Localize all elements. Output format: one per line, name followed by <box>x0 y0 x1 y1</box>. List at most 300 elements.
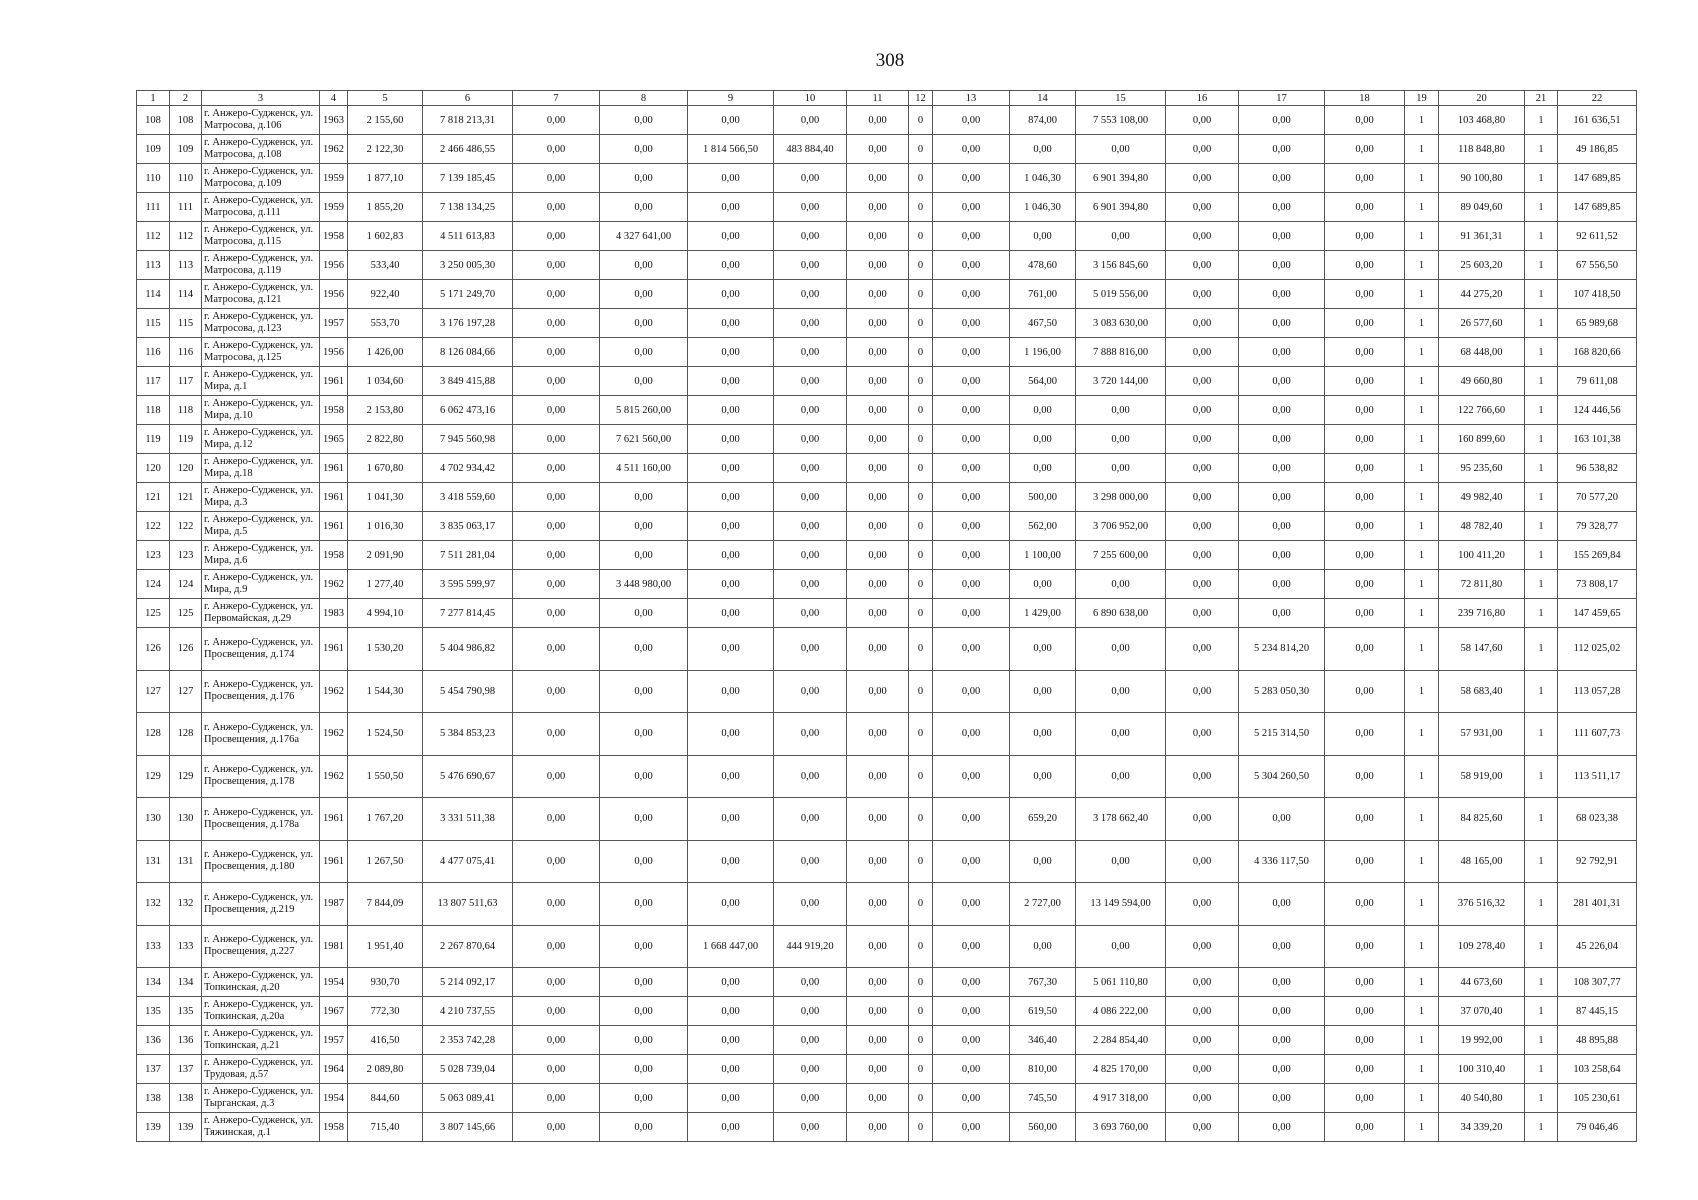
table-cell: 1961 <box>320 367 348 396</box>
table-cell: 0,00 <box>513 968 600 997</box>
table-cell: 1 767,20 <box>348 798 423 841</box>
table-cell: 562,00 <box>1010 512 1076 541</box>
table-cell: 844,60 <box>348 1084 423 1113</box>
table-cell: 105 230,61 <box>1558 1084 1637 1113</box>
table-cell: 34 339,20 <box>1439 1113 1525 1142</box>
column-header: 6 <box>423 91 513 106</box>
table-cell: 0,00 <box>933 1084 1010 1113</box>
table-cell: 1962 <box>320 755 348 798</box>
table-cell: 112 <box>170 222 202 251</box>
table-cell: 160 899,60 <box>1439 425 1525 454</box>
table-cell: 1 <box>1405 670 1439 713</box>
address-cell: г. Анжеро-Судженск, ул. Матросова, д.123 <box>202 309 320 338</box>
table-cell: 129 <box>137 755 170 798</box>
table-cell: 67 556,50 <box>1558 251 1637 280</box>
table-cell: 0,00 <box>513 309 600 338</box>
table-cell: 0,00 <box>774 570 847 599</box>
table-cell: 1 <box>1405 883 1439 926</box>
table-cell: 2 267 870,64 <box>423 925 513 968</box>
table-cell: 1961 <box>320 483 348 512</box>
table-cell: 103 258,64 <box>1558 1055 1637 1084</box>
table-cell: 1967 <box>320 997 348 1026</box>
table-cell: 745,50 <box>1010 1084 1076 1113</box>
table-cell: 70 577,20 <box>1558 483 1637 512</box>
table-cell: 1959 <box>320 193 348 222</box>
table-cell: 0,00 <box>1166 164 1239 193</box>
table-cell: 0 <box>909 1113 933 1142</box>
table-cell: 1 524,50 <box>348 713 423 756</box>
table-cell: 7 818 213,31 <box>423 106 513 135</box>
address-cell: г. Анжеро-Судженск, ул. Матросова, д.111 <box>202 193 320 222</box>
table-cell: 0,00 <box>1239 483 1325 512</box>
table-cell: 1981 <box>320 925 348 968</box>
table-cell: 1961 <box>320 798 348 841</box>
table-cell: 0,00 <box>513 193 600 222</box>
table-cell: 0,00 <box>1239 599 1325 628</box>
address-cell: г. Анжеро-Судженск, ул. Тяжинская, д.1 <box>202 1113 320 1142</box>
table-cell: 0,00 <box>774 512 847 541</box>
table-cell: 1 <box>1525 628 1558 671</box>
table-cell: 0,00 <box>1166 1026 1239 1055</box>
table-cell: 0,00 <box>933 840 1010 883</box>
table-cell: 467,50 <box>1010 309 1076 338</box>
table-cell: 0,00 <box>600 164 688 193</box>
table-cell: 0,00 <box>688 251 774 280</box>
table-row <box>137 164 1637 193</box>
address-cell: г. Анжеро-Судженск, ул. Матросова, д.115 <box>202 222 320 251</box>
table-cell: 0,00 <box>774 164 847 193</box>
table-cell: 1 <box>1405 425 1439 454</box>
table-cell: 0,00 <box>688 1026 774 1055</box>
table-cell: 1 <box>1525 251 1558 280</box>
table-cell: 0,00 <box>847 135 909 164</box>
table-cell: 131 <box>137 840 170 883</box>
table-cell: 0,00 <box>1325 106 1405 135</box>
table-cell: 7 277 814,45 <box>423 599 513 628</box>
table-cell: 2 091,90 <box>348 541 423 570</box>
table-cell: 1 <box>1405 798 1439 841</box>
table-cell: 659,20 <box>1010 798 1076 841</box>
table-cell: 0,00 <box>600 925 688 968</box>
address-cell: г. Анжеро-Судженск, ул. Мира, д.3 <box>202 483 320 512</box>
table-cell: 0 <box>909 280 933 309</box>
table-cell: 87 445,15 <box>1558 997 1637 1026</box>
table-cell: 444 919,20 <box>774 925 847 968</box>
table-cell: 147 689,85 <box>1558 164 1637 193</box>
table-cell: 1962 <box>320 135 348 164</box>
table-cell: 0,00 <box>600 1055 688 1084</box>
column-header: 19 <box>1405 91 1439 106</box>
table-cell: 5 215 314,50 <box>1239 713 1325 756</box>
table-cell: 1 602,83 <box>348 222 423 251</box>
table-row <box>137 222 1637 251</box>
table-cell: 0,00 <box>600 1113 688 1142</box>
table-cell: 0,00 <box>847 106 909 135</box>
table-cell: 5 304 260,50 <box>1239 755 1325 798</box>
table-cell: 1 <box>1525 670 1558 713</box>
table-cell: 0,00 <box>774 713 847 756</box>
table-cell: 0,00 <box>1325 222 1405 251</box>
table-cell: 0 <box>909 222 933 251</box>
table-cell: 0,00 <box>774 483 847 512</box>
table-cell: 109 <box>137 135 170 164</box>
address-cell: г. Анжеро-Судженск, ул. Просвещения, д.219 <box>202 883 320 926</box>
table-cell: 0,00 <box>1076 713 1166 756</box>
table-cell: 346,40 <box>1010 1026 1076 1055</box>
table-cell: 0 <box>909 512 933 541</box>
table-cell: 0 <box>909 925 933 968</box>
table-cell: 3 706 952,00 <box>1076 512 1166 541</box>
table-cell: 0,00 <box>1166 512 1239 541</box>
table-cell: 0,00 <box>847 925 909 968</box>
table-cell: 119 <box>170 425 202 454</box>
table-cell: 6 062 473,16 <box>423 396 513 425</box>
table-cell: 1 <box>1525 1026 1558 1055</box>
table-cell: 3 176 197,28 <box>423 309 513 338</box>
table-cell: 1 814 566,50 <box>688 135 774 164</box>
table-cell: 7 945 560,98 <box>423 425 513 454</box>
table-cell: 0,00 <box>774 1113 847 1142</box>
table-cell: 3 250 005,30 <box>423 251 513 280</box>
table-cell: 3 298 000,00 <box>1076 483 1166 512</box>
table-cell: 0 <box>909 309 933 338</box>
table-cell: 114 <box>170 280 202 309</box>
table-cell: 1 <box>1525 367 1558 396</box>
table-cell: 767,30 <box>1010 968 1076 997</box>
table-cell: 0,00 <box>933 251 1010 280</box>
table-cell: 0,00 <box>513 755 600 798</box>
table-cell: 89 049,60 <box>1439 193 1525 222</box>
table-cell: 1 <box>1405 483 1439 512</box>
address-cell: г. Анжеро-Судженск, ул. Просвещения, д.176а <box>202 713 320 756</box>
table-cell: 0,00 <box>513 512 600 541</box>
table-cell: 0,00 <box>1325 193 1405 222</box>
table-cell: 1 <box>1405 628 1439 671</box>
table-cell: 1 196,00 <box>1010 338 1076 367</box>
table-cell: 48 165,00 <box>1439 840 1525 883</box>
table-cell: 0,00 <box>774 1055 847 1084</box>
table-cell: 0,00 <box>513 1113 600 1142</box>
table-cell: 84 825,60 <box>1439 798 1525 841</box>
table-cell: 0,00 <box>1166 713 1239 756</box>
table-cell: 125 <box>170 599 202 628</box>
table-cell: 4 336 117,50 <box>1239 840 1325 883</box>
table-cell: 109 <box>170 135 202 164</box>
table-cell: 0,00 <box>1325 840 1405 883</box>
table-cell: 7 888 816,00 <box>1076 338 1166 367</box>
table-cell: 7 255 600,00 <box>1076 541 1166 570</box>
table-cell: 79 328,77 <box>1558 512 1637 541</box>
table-cell: 135 <box>137 997 170 1026</box>
table-cell: 108 <box>170 106 202 135</box>
table-row <box>137 367 1637 396</box>
table-cell: 1 <box>1405 840 1439 883</box>
table-cell: 1 550,50 <box>348 755 423 798</box>
table-cell: 1 <box>1405 713 1439 756</box>
table-cell: 0,00 <box>513 997 600 1026</box>
table-cell: 1 <box>1525 483 1558 512</box>
table-cell: 0,00 <box>1166 396 1239 425</box>
table-cell: 0,00 <box>847 454 909 483</box>
table-cell: 0,00 <box>1325 925 1405 968</box>
table-cell: 0,00 <box>688 425 774 454</box>
table-cell: 500,00 <box>1010 483 1076 512</box>
table-cell: 0 <box>909 367 933 396</box>
table-cell: 0,00 <box>847 425 909 454</box>
table-cell: 90 100,80 <box>1439 164 1525 193</box>
table-cell: 0,00 <box>600 541 688 570</box>
address-cell: г. Анжеро-Судженск, ул. Мира, д.10 <box>202 396 320 425</box>
table-cell: 124 <box>137 570 170 599</box>
table-cell: 2 353 742,28 <box>423 1026 513 1055</box>
table-cell: 0,00 <box>847 840 909 883</box>
table-cell: 113 511,17 <box>1558 755 1637 798</box>
table-cell: 1 426,00 <box>348 338 423 367</box>
table-cell: 127 <box>137 670 170 713</box>
table-cell: 0,00 <box>1239 968 1325 997</box>
table-cell: 0,00 <box>513 628 600 671</box>
table-cell: 0,00 <box>847 1026 909 1055</box>
table-cell: 5 063 089,41 <box>423 1084 513 1113</box>
table-cell: 1 670,80 <box>348 454 423 483</box>
table-cell: 123 <box>170 541 202 570</box>
table-cell: 0,00 <box>1010 628 1076 671</box>
address-cell: г. Анжеро-Судженск, ул. Матросова, д.119 <box>202 251 320 280</box>
table-cell: 25 603,20 <box>1439 251 1525 280</box>
table-cell: 0,00 <box>1166 968 1239 997</box>
table-cell: 0,00 <box>1010 425 1076 454</box>
address-cell: г. Анжеро-Судженск, ул. Топкинская, д.20 <box>202 968 320 997</box>
table-cell: 0,00 <box>774 755 847 798</box>
table-cell: 0,00 <box>688 968 774 997</box>
table-cell: 65 989,68 <box>1558 309 1637 338</box>
column-header: 10 <box>774 91 847 106</box>
table-cell: 0 <box>909 106 933 135</box>
table-cell: 100 310,40 <box>1439 1055 1525 1084</box>
table-cell: 0,00 <box>513 454 600 483</box>
table-cell: 0,00 <box>1239 454 1325 483</box>
table-cell: 0,00 <box>847 367 909 396</box>
table-cell: 1 <box>1525 309 1558 338</box>
table-cell: 0,00 <box>847 570 909 599</box>
table-cell: 0,00 <box>1325 483 1405 512</box>
table-cell: 1957 <box>320 309 348 338</box>
table-cell: 0,00 <box>600 251 688 280</box>
table-cell: 0,00 <box>1239 1113 1325 1142</box>
table-cell: 161 636,51 <box>1558 106 1637 135</box>
table-cell: 1 <box>1405 164 1439 193</box>
table-cell: 118 <box>137 396 170 425</box>
address-cell: г. Анжеро-Судженск, ул. Матросова, д.106 <box>202 106 320 135</box>
table-cell: 4 086 222,00 <box>1076 997 1166 1026</box>
table-cell: 1 277,40 <box>348 570 423 599</box>
table-cell: 131 <box>170 840 202 883</box>
table-cell: 95 235,60 <box>1439 454 1525 483</box>
table-cell: 13 149 594,00 <box>1076 883 1166 926</box>
table-cell: 7 844,09 <box>348 883 423 926</box>
table-cell: 0,00 <box>847 1084 909 1113</box>
table-cell: 416,50 <box>348 1026 423 1055</box>
table-cell: 117 <box>170 367 202 396</box>
table-cell: 1965 <box>320 425 348 454</box>
table-cell: 0,00 <box>1325 309 1405 338</box>
column-header: 12 <box>909 91 933 106</box>
table-cell: 1 <box>1525 106 1558 135</box>
table-cell: 1961 <box>320 454 348 483</box>
table-cell: 1 034,60 <box>348 367 423 396</box>
table-cell: 0,00 <box>1325 367 1405 396</box>
table-cell: 0,00 <box>1325 1084 1405 1113</box>
table-cell: 134 <box>170 968 202 997</box>
table-cell: 0,00 <box>774 425 847 454</box>
table-cell: 58 683,40 <box>1439 670 1525 713</box>
table-cell: 1 <box>1525 713 1558 756</box>
table-cell: 113 <box>170 251 202 280</box>
table-cell: 0,00 <box>847 541 909 570</box>
table-cell: 124 446,56 <box>1558 396 1637 425</box>
table-cell: 0,00 <box>1239 106 1325 135</box>
table-cell: 68 023,38 <box>1558 798 1637 841</box>
table-cell: 1 <box>1405 968 1439 997</box>
table-cell: 0,00 <box>933 541 1010 570</box>
table-row <box>137 541 1637 570</box>
table-cell: 0,00 <box>688 883 774 926</box>
table-cell: 0,00 <box>688 570 774 599</box>
table-cell: 135 <box>170 997 202 1026</box>
table-cell: 0,00 <box>513 367 600 396</box>
table-cell: 0,00 <box>774 338 847 367</box>
table-cell: 136 <box>170 1026 202 1055</box>
table-cell: 0 <box>909 997 933 1026</box>
table-cell: 122 <box>170 512 202 541</box>
table-cell: 0,00 <box>600 338 688 367</box>
table-cell: 0,00 <box>933 628 1010 671</box>
table-cell: 0,00 <box>1325 570 1405 599</box>
table-cell: 120 <box>170 454 202 483</box>
table-cell: 3 595 599,97 <box>423 570 513 599</box>
table-row <box>137 798 1637 841</box>
table-cell: 0,00 <box>513 1026 600 1055</box>
table-cell: 1 544,30 <box>348 670 423 713</box>
table-cell: 92 792,91 <box>1558 840 1637 883</box>
table-cell: 1 <box>1525 193 1558 222</box>
table-cell: 111 <box>170 193 202 222</box>
table-cell: 3 156 845,60 <box>1076 251 1166 280</box>
table-cell: 0,00 <box>847 309 909 338</box>
table-cell: 0,00 <box>1239 512 1325 541</box>
table-cell: 122 766,60 <box>1439 396 1525 425</box>
table-cell: 560,00 <box>1010 1113 1076 1142</box>
table-cell: 1962 <box>320 670 348 713</box>
table-cell: 5 404 986,82 <box>423 628 513 671</box>
table-row <box>137 755 1637 798</box>
table-cell: 0,00 <box>513 883 600 926</box>
table-cell: 0,00 <box>1325 883 1405 926</box>
table-cell: 0,00 <box>688 222 774 251</box>
table-cell: 0,00 <box>513 599 600 628</box>
table-cell: 4 210 737,55 <box>423 997 513 1026</box>
table-cell: 1987 <box>320 883 348 926</box>
table-cell: 1958 <box>320 396 348 425</box>
table-cell: 1 <box>1525 883 1558 926</box>
table-cell: 1956 <box>320 251 348 280</box>
table-cell: 0 <box>909 454 933 483</box>
table-cell: 239 716,80 <box>1439 599 1525 628</box>
table-cell: 49 660,80 <box>1439 367 1525 396</box>
table-cell: 0 <box>909 1084 933 1113</box>
table-cell: 3 448 980,00 <box>600 570 688 599</box>
table-cell: 0,00 <box>688 997 774 1026</box>
table-cell: 0,00 <box>1325 338 1405 367</box>
table-cell: 1 041,30 <box>348 483 423 512</box>
table-cell: 0,00 <box>513 1084 600 1113</box>
table-cell: 0,00 <box>847 670 909 713</box>
table-cell: 0,00 <box>1166 193 1239 222</box>
table-cell: 126 <box>137 628 170 671</box>
table-cell: 0,00 <box>1325 396 1405 425</box>
table-cell: 0,00 <box>600 135 688 164</box>
table-cell: 1 <box>1405 541 1439 570</box>
table-cell: 91 361,31 <box>1439 222 1525 251</box>
table-cell: 7 139 185,45 <box>423 164 513 193</box>
table-cell: 7 138 134,25 <box>423 193 513 222</box>
table-cell: 26 577,60 <box>1439 309 1525 338</box>
table-cell: 4 511 160,00 <box>600 454 688 483</box>
table-cell: 0,00 <box>774 106 847 135</box>
table-cell: 48 895,88 <box>1558 1026 1637 1055</box>
table-cell: 130 <box>137 798 170 841</box>
table-cell: 0,00 <box>1076 425 1166 454</box>
table-cell: 0 <box>909 1055 933 1084</box>
table-row <box>137 1026 1637 1055</box>
table-row <box>137 570 1637 599</box>
table-cell: 0 <box>909 798 933 841</box>
table-cell: 1 267,50 <box>348 840 423 883</box>
table-cell: 0,00 <box>1325 454 1405 483</box>
table-cell: 0,00 <box>513 338 600 367</box>
table-cell: 0,00 <box>1166 367 1239 396</box>
address-cell: г. Анжеро-Судженск, ул. Просвещения, д.227 <box>202 925 320 968</box>
column-header: 2 <box>170 91 202 106</box>
table-cell: 4 702 934,42 <box>423 454 513 483</box>
table-cell: 124 <box>170 570 202 599</box>
column-header: 3 <box>202 91 320 106</box>
table-cell: 0,00 <box>688 338 774 367</box>
table-cell: 0,00 <box>933 483 1010 512</box>
table-row <box>137 251 1637 280</box>
table-cell: 0,00 <box>513 713 600 756</box>
table-cell: 111 <box>137 193 170 222</box>
table-cell: 0,00 <box>688 512 774 541</box>
table-cell: 1 <box>1525 755 1558 798</box>
table-row <box>137 968 1637 997</box>
table-cell: 139 <box>137 1113 170 1142</box>
table-cell: 564,00 <box>1010 367 1076 396</box>
table-cell: 6 901 394,80 <box>1076 164 1166 193</box>
table-cell: 1958 <box>320 222 348 251</box>
table-cell: 108 307,77 <box>1558 968 1637 997</box>
table-cell: 0,00 <box>1010 222 1076 251</box>
table-cell: 111 607,73 <box>1558 713 1637 756</box>
column-header: 4 <box>320 91 348 106</box>
address-cell: г. Анжеро-Судженск, ул. Мира, д.18 <box>202 454 320 483</box>
table-cell: 0,00 <box>600 840 688 883</box>
table-cell: 110 <box>170 164 202 193</box>
table-cell: 1 100,00 <box>1010 541 1076 570</box>
table-cell: 0,00 <box>847 193 909 222</box>
table-cell: 0,00 <box>1166 1113 1239 1142</box>
table-cell: 138 <box>170 1084 202 1113</box>
